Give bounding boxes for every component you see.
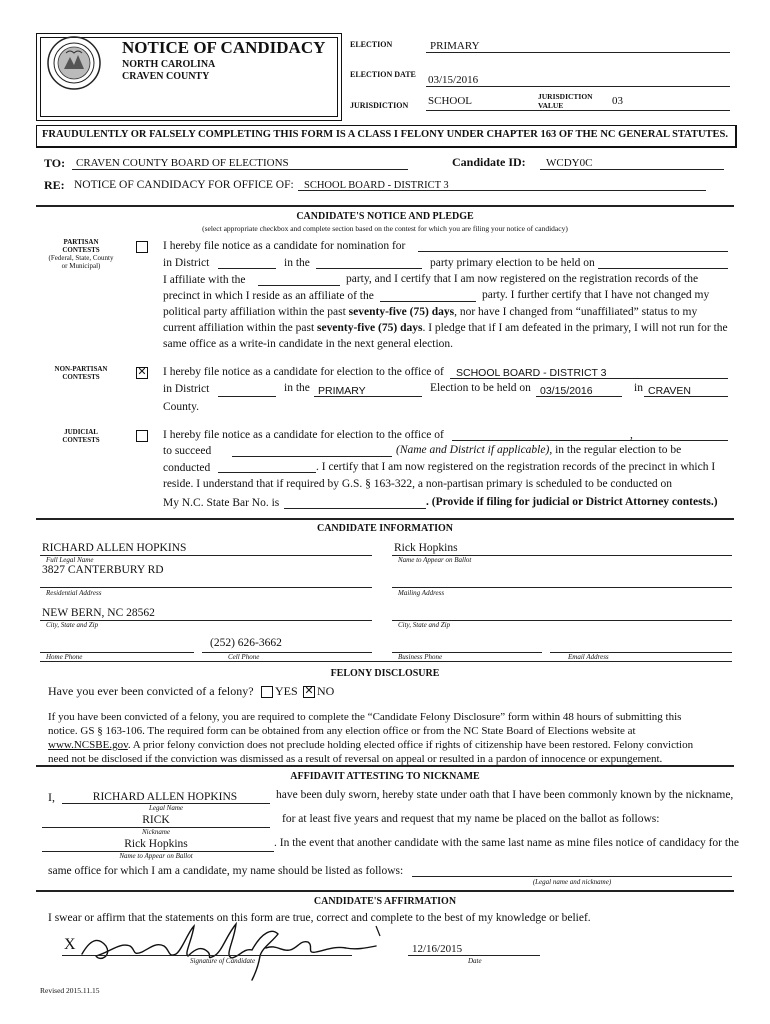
jurisdiction-value-value[interactable]: 03 [612,95,623,107]
ballot-name-label: Name to Appear on Ballot [398,556,472,564]
partisan-line-2a: in District [163,257,210,269]
candidate-id-underline [540,169,724,170]
business-phone-label: Business Phone [398,653,443,661]
felony-yes-label: YES [275,684,298,698]
affidavit-legal-nick-label: (Legal name and nickname) [532,878,612,886]
felony-para-4: need not be disclosed if the conviction was dismissed as a result of reversal on appeal or resulted in a pardon of innocence or expungement. [48,753,663,765]
affirmation-text: I swear or affirm that the statements on this form are true, correct and complete to the best of my knowledge or belief. [48,912,591,924]
partisan-nomination-underline[interactable] [418,251,728,252]
partisan-line-7: same office as a write-in candidate in the next general election. [163,338,454,350]
address-value[interactable]: 3827 CANTERBURY RD [42,564,164,576]
affidavit-legal-nick-underline[interactable] [412,876,732,877]
nonpartisan-line-3: County. [163,401,199,413]
judicial-succeed-underline[interactable] [232,456,392,457]
felony-para-2: notice. GS § 163-106. The required form can be obtained from any election office or from the NC State Board of Elections website at [48,725,636,737]
form-title: NOTICE OF CANDIDACY [122,38,326,57]
full-name-value[interactable]: RICHARD ALLEN HOPKINS [42,542,187,554]
phone-label-bar [40,653,732,662]
felony-no-checkbox[interactable] [303,686,315,698]
candidate-id-label: Candidate ID: [452,155,526,169]
mailing-label: Mailing Address [398,589,445,597]
judicial-line-3b: . I certify that I am now registered on the registration records of the precinct in which I [316,461,716,473]
nonpartisan-line-2b: in the [284,382,310,394]
election-value[interactable]: PRIMARY [430,40,480,52]
nonpartisan-county-underline [644,396,728,397]
judicial-office-underline[interactable] [452,440,728,441]
jurisdiction-value-label: JURISDICTION [538,92,593,101]
election-label: ELECTION [350,40,393,49]
felony-yes-checkbox[interactable] [261,686,273,698]
partisan-date-underline[interactable] [598,268,728,269]
section-divider-1 [36,205,734,207]
nonpartisan-line-2a: in District [163,383,210,395]
section-divider-4 [36,890,734,892]
nonpartisan-checkbox[interactable] [136,367,148,379]
nonpartisan-district-underline[interactable] [218,396,276,397]
judicial-line-4: reside. I understand that if required by G.S. § 163-322, a non-partisan primary is scheduled to be conducted on [163,478,673,490]
cell-phone-value[interactable]: (252) 626-3662 [210,637,282,649]
jurisdiction-value-label-2: VALUE [538,101,564,110]
partisan-checkbox[interactable] [136,241,148,253]
nonpartisan-line-2c: Election to be held on [430,382,531,394]
felony-title: FELONY DISCLOSURE [330,668,440,679]
nonpartisan-date[interactable]: 03/15/2016 [540,385,593,397]
section-divider-2 [36,518,734,520]
affidavit-ballot-name[interactable]: Rick Hopkins [124,838,188,850]
pledge-title: CANDIDATE'S NOTICE AND PLEDGE [296,211,474,222]
nonpartisan-label: NON-PARTISAN CONTESTS [54,365,108,381]
judicial-line-1: I hereby file notice as a candidate for election to the office of [163,429,444,441]
affidavit-line-4: same office for which I am a candidate, my name should be listed as follows: [48,865,404,877]
date-value[interactable]: 12/16/2015 [412,943,463,955]
partisan-district-underline[interactable] [218,268,276,269]
affidavit-nickname-label: Nickname [142,828,170,836]
mailing-underline[interactable] [392,587,732,588]
full-name-label: Full Legal Name [46,556,94,564]
affidavit-ballot-name-label: Name to Appear on Ballot [119,852,193,860]
re-value[interactable]: SCHOOL BOARD - DISTRICT 3 [304,180,449,191]
election-date-label: ELECTION DATE [350,70,416,79]
revised-footer: Revised 2015.11.15 [40,986,100,995]
state-seal-icon [46,35,102,91]
partisan-line-4b: party. I further certify that I have not changed my [482,289,710,301]
partisan-party-underline[interactable] [316,268,422,269]
cell-phone-label: Cell Phone [228,653,260,661]
ncsbe-link[interactable]: www.NCSBE.gov [48,739,128,751]
judicial-conducted-underline[interactable] [218,472,316,473]
re-underline [298,190,706,191]
signature-x-mark: X [64,936,76,953]
partisan-line-3b: party, and I certify that I am now registered on the registration records of the [346,273,699,285]
partisan-precinct-underline[interactable] [380,301,476,302]
election-date-value[interactable]: 03/15/2016 [428,74,479,86]
partisan-affiliate-underline[interactable] [258,285,340,286]
nonpartisan-office[interactable]: SCHOOL BOARD - DISTRICT 3 [456,367,607,379]
address-label: Residential Address [46,589,102,597]
re-text: NOTICE OF CANDIDACY FOR OFFICE OF: [74,179,294,191]
date-label: Date [468,957,482,965]
affidavit-legal-name-label: Legal Name [148,804,184,812]
felony-para-3: www.NCSBE.gov. A prior felony conviction does not preclude holding elected office if rights of citizenship have been restored. Felony conviction [48,739,694,751]
partisan-line-1: I hereby file notice as a candidate for nomination for [163,240,406,252]
partisan-label: PARTISAN CONTESTS (Federal, State, County or Municipal) [48,238,114,270]
signature-underline [62,955,352,956]
affidavit-line-3: . In the event that another candidate with the same last name as mine files notice of candidacy for the [274,837,739,849]
mailing-city-label: City, State and Zip [398,621,451,629]
section-divider-3 [36,765,734,767]
address-underline [40,587,372,588]
re-label: RE: [44,178,65,192]
judicial-line-3a: conducted [163,462,211,474]
jurisdiction-label: JURISDICTION [350,101,409,110]
email-label: Email Address [568,653,609,661]
nonpartisan-election-underline [314,396,422,397]
judicial-comma: , [630,429,633,441]
jurisdiction-value[interactable]: SCHOOL [428,95,473,107]
election-underline [426,52,730,53]
nonpartisan-office-underline [450,378,728,379]
state-name: NORTH CAROLINA [122,59,216,70]
judicial-checkbox[interactable] [136,430,148,442]
to-value[interactable]: CRAVEN COUNTY BOARD OF ELECTIONS [76,157,289,169]
affidavit-nickname[interactable]: RICK [142,814,170,826]
bar-number-underline[interactable] [284,508,426,509]
partisan-line-2c: party primary election to be held on [430,257,595,269]
affirmation-title: CANDIDATE'S AFFIRMATION [313,896,457,907]
to-underline [72,169,408,170]
felony-no-label: NO [317,684,335,698]
partisan-line-3a: I affiliate with the [163,274,246,286]
ballot-name-value[interactable]: Rick Hopkins [394,542,458,554]
city-value[interactable]: NEW BERN, NC 28562 [42,607,155,619]
election-date-underline [426,86,730,87]
affidavit-title: AFFIDAVIT ATTESTING TO NICKNAME [290,771,480,782]
nonpartisan-county[interactable]: CRAVEN [648,385,691,397]
nonpartisan-election[interactable]: PRIMARY [318,385,366,397]
partisan-line-6: current affiliation within the past seventy-five (75) days. I pledge that if I am defeated in the primary, I will not run for the [163,322,728,334]
pledge-subtitle: (select appropriate checkbox and complete section based on the contest for which you are filing your notice of candidacy) [202,224,568,233]
affidavit-line-2: for at least five years and request that my name be placed on the ballot as follows: [282,813,660,825]
felony-para-1: If you have been convicted of a felony, you are required to complete the “Candidate Felony Disclosure” form within 48 hours of submitting this [48,711,682,723]
candidate-id-value[interactable]: WCDY0C [546,157,593,169]
partisan-line-4a: precinct in which I reside as an affiliate of the [163,290,374,302]
candidate-info-title: CANDIDATE INFORMATION [316,523,454,534]
jurisdiction-underline [426,110,730,111]
judicial-line-2: (Name and District if applicable), in the regular election to be [396,444,682,456]
county-name: CRAVEN COUNTY [122,71,210,82]
signature-label: Signature of Candidate [190,957,256,965]
partisan-line-2b: in the [284,257,310,269]
felony-question: Have you ever been convicted of a felony? [48,684,254,698]
affidavit-i-label: I, [48,790,55,804]
date-underline [408,955,540,956]
affidavit-line-1: have been duly sworn, hereby state under oath that I have been commonly known by the nickname, [276,789,734,801]
to-label: TO: [44,156,66,170]
judicial-line-5b: . (Provide if filing for judicial or District Attorney contests.) [426,496,718,508]
nonpartisan-line-2d: in [634,382,643,394]
judicial-line-2a: to succeed [163,445,212,457]
nonpartisan-line-1: I hereby file notice as a candidate for election to the office of [163,366,444,378]
candidate-signature[interactable] [76,912,396,982]
nonpartisan-date-underline [536,396,622,397]
home-phone-label: Home Phone [46,653,83,661]
judicial-line-5a: My N.C. State Bar No. is [163,497,280,509]
partisan-line-5: political party affiliation within the past seventy-five (75) days, nor have I changed from “unaffiliated” status to my [163,306,698,318]
warning-text: FRAUDULENTLY OR FALSELY COMPLETING THIS FORM IS A CLASS I FELONY UNDER CHAPTER 163 OF THE NC GENERAL STATUTES. [41,129,729,140]
judicial-label: JUDICIAL CONTESTS [62,428,100,444]
city-label: City, State and Zip [46,621,99,629]
affidavit-legal-name[interactable]: RICHARD ALLEN HOPKINS [92,791,238,803]
